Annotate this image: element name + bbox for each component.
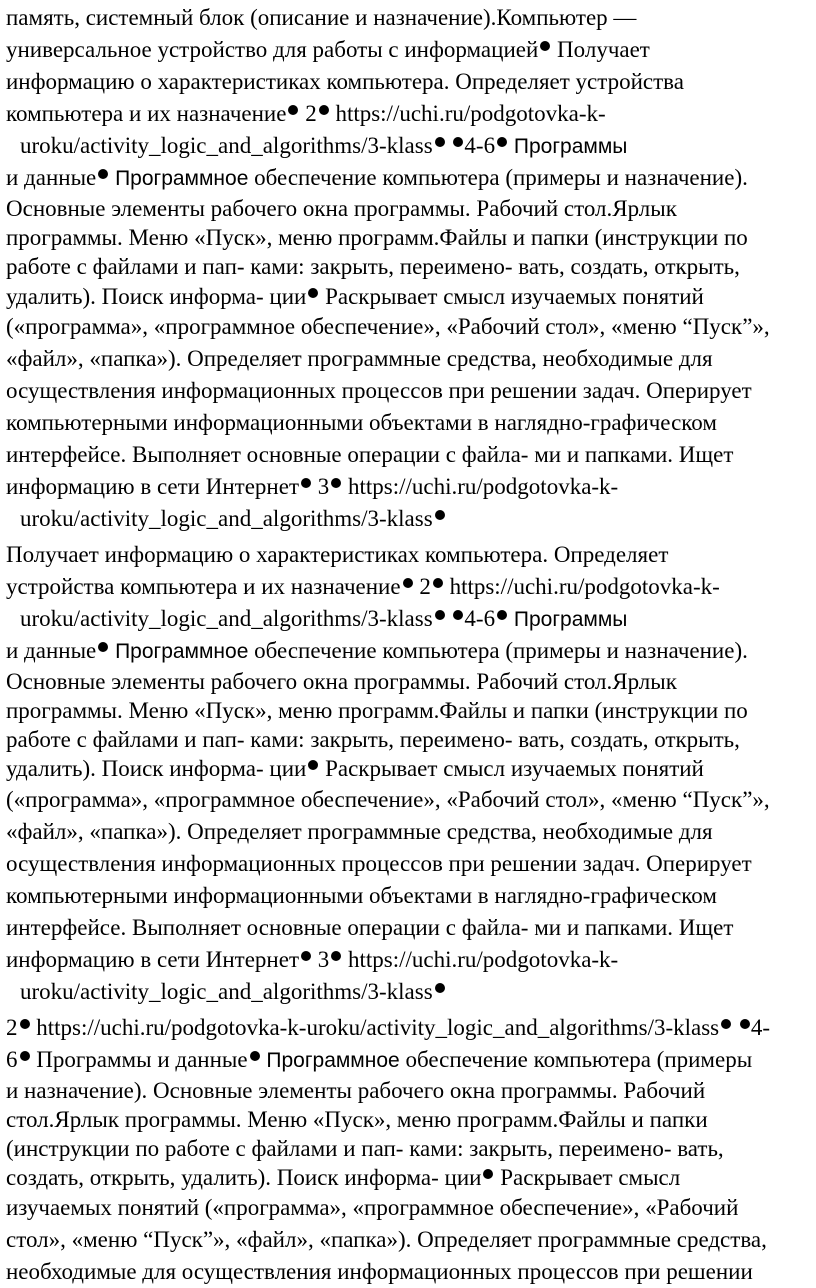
bullet-dot-icon — [433, 578, 443, 588]
text-line — [6, 471, 812, 503]
bullet-dot-icon — [288, 105, 298, 115]
text-segment: обеспечение компьютера (примеры и назначение). — [248, 637, 748, 663]
bullet-dot-icon — [301, 478, 311, 488]
text-segment: стол.Ярлык программы. Меню «Пуск», меню программ.Файлы и папки — [6, 1106, 708, 1132]
text-segment: устройства компьютера и их назначение — [6, 573, 401, 599]
text-line — [6, 848, 812, 880]
bullet-dot-icon — [98, 169, 108, 179]
text-line — [6, 2, 812, 34]
text-segment: интерфейсе. Выполняет основные операции с файла- ми и папками. Ищет — [6, 441, 734, 467]
text-segment: Получает — [551, 37, 650, 62]
document-page — [6, 2, 812, 1288]
text-line — [6, 816, 812, 848]
text-segment: необходимые для осуществления информационных процессов при решении — [6, 1259, 753, 1285]
bullet-dot-icon — [98, 642, 108, 652]
bullet-dot-icon — [740, 1019, 750, 1029]
text-segment: удалить). Поиск информа- ции — [6, 756, 307, 782]
text-line — [6, 252, 812, 281]
text-line — [6, 667, 812, 696]
text-segment: обеспечение компьютера (примеры — [399, 1046, 753, 1072]
bullet-dot-icon — [435, 983, 445, 993]
bullet-dot-icon — [308, 760, 318, 770]
text-line — [6, 696, 812, 725]
text-segment: обеспечение компьютера (примеры и назначение). — [248, 165, 748, 190]
text-segment: и данные — [6, 637, 97, 663]
text-segment: «файл», «папка»). Определяет программные средства, необходимые для — [6, 345, 713, 371]
bullet-dot-icon — [435, 510, 445, 520]
bullet-dot-icon — [435, 610, 445, 620]
bullet-dot-icon — [540, 41, 550, 51]
text-line — [6, 1044, 812, 1076]
text-segment: 2 — [299, 101, 317, 126]
text-line — [6, 1192, 812, 1224]
text-segment: 4-6 — [464, 605, 496, 631]
text-segment: «файл», «папка»). Определяет программные средства, необходимые для — [6, 818, 713, 844]
text-line — [6, 343, 812, 375]
text-segment: 3 — [312, 946, 330, 972]
text-segment: uroku/activity_logic_and_algorithms/3-klass — [20, 978, 433, 1004]
bullet-dot-icon — [497, 610, 507, 620]
bullet-dot-icon — [301, 951, 311, 961]
text-segment: изучаемых понятий («программа», «программное обеспечение», «Рабочий — [6, 1195, 739, 1221]
text-segment: программы. Меню «Пуск», меню программ.Файлы и папки (инструкции по — [6, 225, 748, 251]
text-segment: Основные элементы рабочего окна программы. Рабочий стол.Ярлык — [6, 196, 677, 221]
text-segment: («программа», «программное обеспечение», «Рабочий стол», «меню “Пуск”», — [6, 313, 770, 339]
text-line — [6, 603, 812, 635]
bullet-dot-icon — [20, 1051, 30, 1061]
bullet-dot-icon — [20, 1019, 30, 1029]
text-segment: информацию о характеристиках компьютера. Определяет устройства — [6, 69, 684, 94]
text-segment: Раскрывает смысл изучаемых понятий — [319, 283, 704, 309]
text-segment: работе с файлами и пап- ками: закрыть, переимено- вать, создать, открыть, — [6, 727, 740, 753]
text-line — [6, 880, 812, 912]
text-line — [6, 162, 812, 194]
text-line — [6, 912, 812, 944]
bullet-dot-icon — [721, 1019, 731, 1029]
text-line — [6, 1076, 812, 1105]
text-line — [6, 1256, 812, 1288]
text-segment: Получает информацию о характеристиках компьютера. Определяет — [6, 541, 669, 567]
text-line — [6, 1012, 812, 1044]
text-line — [6, 1224, 812, 1256]
text-segment: программы. Меню «Пуск», меню программ.Файлы и папки (инструкции по — [6, 697, 748, 723]
text-segment: универсальное устройство для работы с информацией — [6, 37, 539, 62]
text-segment: интерфейсе. Выполняет основные операции с файла- ми и папками. Ищет — [6, 914, 734, 940]
text-segment: и назначение). Основные элементы рабочего окна программы. Рабочий — [6, 1077, 706, 1103]
bullet-dot-icon — [453, 137, 463, 147]
text-segment: https://uchi.ru/podgotovka-k-uroku/activity_logic_and_algorithms/3-klass — [30, 1014, 720, 1040]
text-segment: создать, открыть, удалить). Поиск информа- ции — [6, 1165, 482, 1191]
bullet-dot-icon — [319, 105, 329, 115]
text-segment: uroku/activity_logic_and_algorithms/3-klass — [20, 605, 433, 631]
text-segment: Программы — [508, 135, 628, 158]
text-segment: (инструкции по работе с файлами и пап- ками: закрыть, переимено- вать, — [6, 1135, 724, 1161]
text-line — [6, 66, 812, 98]
text-segment — [446, 606, 452, 631]
text-line — [6, 439, 812, 471]
text-segment — [446, 133, 452, 158]
text-line — [6, 725, 812, 754]
text-line — [6, 976, 812, 1008]
bullet-dot-icon — [435, 137, 445, 147]
text-segment: («программа», «программное обеспечение», «Рабочий стол», «меню “Пуск”», — [6, 786, 770, 812]
text-line — [6, 503, 812, 535]
text-segment: стол», «меню “Пуск”», «файл», «папка»). Определяет программные средства, — [6, 1227, 767, 1253]
text-segment — [732, 1015, 738, 1040]
text-segment: https://uchi.ru/podgotovka-k- — [342, 946, 619, 972]
text-line — [6, 375, 812, 407]
text-segment: https://uchi.ru/podgotovka-k- — [443, 573, 720, 599]
text-segment: Программное — [109, 639, 249, 663]
text-segment: https://uchi.ru/podgotovka-k- — [342, 473, 619, 499]
text-line — [6, 407, 812, 439]
text-line — [6, 1134, 812, 1163]
text-segment: uroku/activity_logic_and_algorithms/3-klass — [20, 133, 433, 158]
text-segment: компьютерными информационными объектами в наглядно-графическом — [6, 882, 717, 908]
text-line — [6, 944, 812, 976]
text-line — [6, 194, 812, 223]
text-line — [6, 130, 812, 162]
text-line — [6, 223, 812, 252]
text-segment: 2 — [6, 1014, 18, 1040]
bullet-dot-icon — [497, 137, 507, 147]
text-line — [6, 1105, 812, 1134]
text-segment: компьютера и их назначение — [6, 101, 287, 126]
text-segment: память, системный блок (описание и назначение).Компьютер — — [6, 5, 637, 30]
text-line — [6, 571, 812, 603]
bullet-dot-icon — [308, 288, 318, 298]
text-segment: информацию в сети Интернет — [6, 946, 299, 972]
text-segment: Программное — [109, 167, 249, 190]
text-line — [6, 784, 812, 816]
text-segment: компьютерными информационными объектами в наглядно-графическом — [6, 409, 717, 435]
text-segment: Программы — [508, 607, 628, 631]
bullet-dot-icon — [403, 578, 413, 588]
text-segment: Программы и данные — [30, 1046, 248, 1072]
text-line — [6, 754, 812, 783]
bullet-dot-icon — [483, 1169, 493, 1179]
text-segment: Основные элементы рабочего окна программы. Рабочий стол.Ярлык — [6, 668, 677, 694]
text-segment: https://uchi.ru/podgotovka-k- — [329, 101, 606, 126]
text-segment: Программное — [260, 1048, 400, 1072]
text-segment: информацию в сети Интернет — [6, 473, 299, 499]
text-segment: 2 — [413, 573, 431, 599]
bullet-dot-icon — [250, 1051, 260, 1061]
bullet-dot-icon — [331, 478, 341, 488]
bullet-dot-icon — [331, 951, 341, 961]
text-segment: работе с файлами и пап- ками: закрыть, переимено- вать, создать, открыть, — [6, 254, 740, 280]
text-segment: осуществления информационных процессов при решении задач. Оперирует — [6, 377, 752, 403]
text-line — [6, 1163, 812, 1192]
text-segment: и данные — [6, 165, 97, 190]
text-segment: uroku/activity_logic_and_algorithms/3-klass — [20, 505, 433, 531]
text-line — [6, 539, 812, 571]
text-segment: осуществления информационных процессов при решении задач. Оперирует — [6, 850, 752, 876]
text-segment: Раскрывает смысл — [494, 1165, 681, 1191]
text-segment: 4- — [750, 1014, 771, 1040]
text-line — [6, 635, 812, 667]
text-segment: удалить). Поиск информа- ции — [6, 283, 307, 309]
text-segment: 3 — [312, 473, 330, 499]
text-segment: 6 — [6, 1046, 18, 1072]
text-line — [6, 282, 812, 311]
bullet-dot-icon — [453, 610, 463, 620]
text-segment: Раскрывает смысл изучаемых понятий — [319, 756, 704, 782]
text-line — [6, 34, 812, 66]
text-line — [6, 311, 812, 343]
text-line — [6, 98, 812, 130]
text-segment: 4-6 — [464, 133, 496, 158]
